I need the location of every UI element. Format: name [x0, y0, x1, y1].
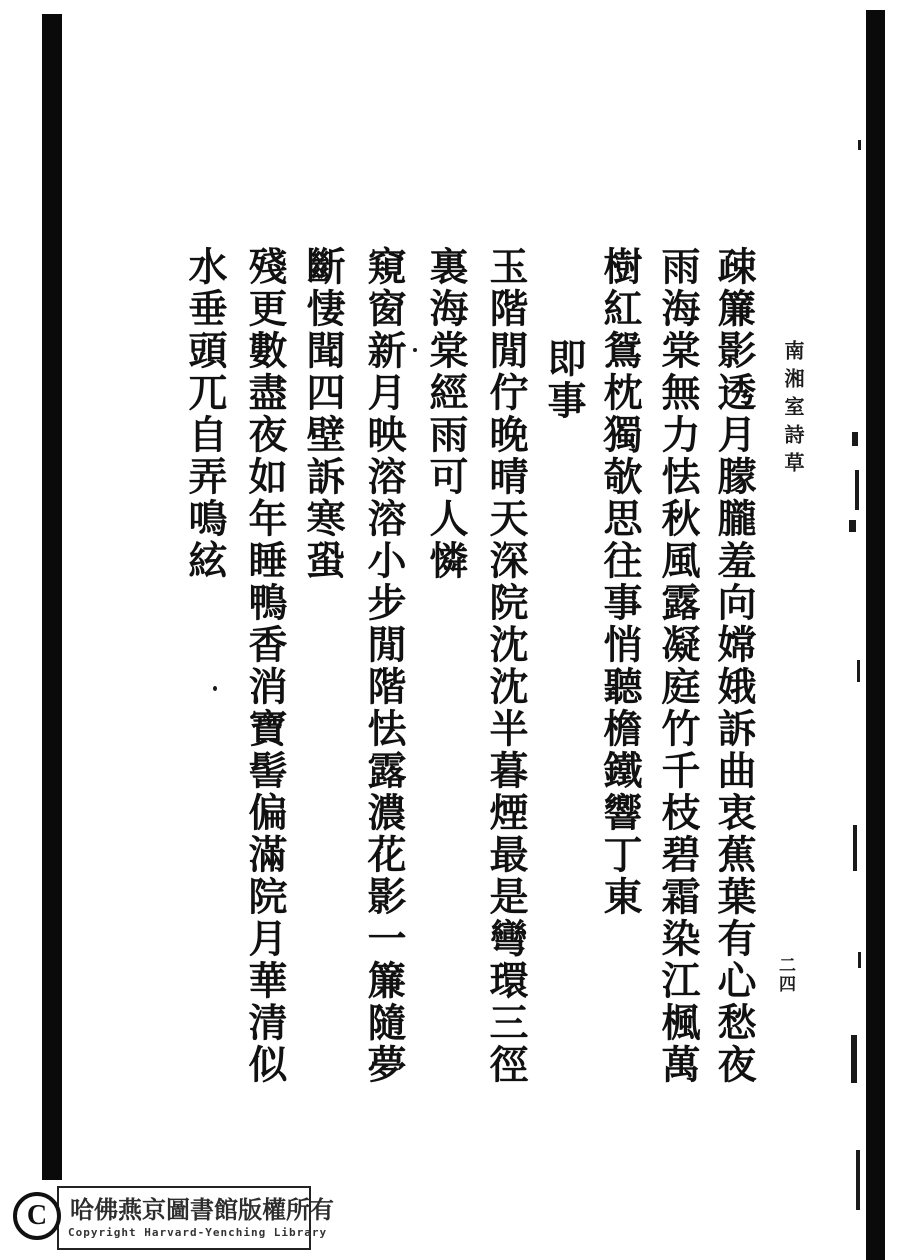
ink-speck: [851, 1035, 857, 1083]
copyright-symbol-icon: C: [13, 1192, 61, 1240]
margin-book-title: 南湘室詩草: [781, 340, 803, 480]
poem-column: 疎簾影透月朦朧羞向嫦娥訴曲衷蕉葉有心愁夜: [712, 246, 755, 1086]
poem-column: 裏海棠經雨可人憐: [424, 246, 467, 582]
page-edge-bar-right: [866, 10, 885, 1260]
page-number: 二四: [776, 956, 795, 994]
ink-speck: [855, 470, 859, 510]
ink-speck: [852, 432, 858, 446]
ink-speck: [853, 825, 857, 871]
stamp-english-text: Copyright Harvard-Yenching Library: [68, 1226, 328, 1239]
poem-column: 窺窗新月映溶溶小步閒階怯露濃花影一簾隨夢: [362, 246, 405, 1086]
poem-column: 斷悽聞四壁訴寒蛩: [301, 246, 344, 582]
poem-column: 樹紅鴛枕獨欹思往事悄聽檐鐵響丁東: [598, 246, 641, 918]
ink-speck: [858, 140, 861, 150]
ink-speck: [857, 660, 860, 682]
binding-bar-left: [42, 14, 62, 1180]
ink-speck: [849, 520, 856, 532]
ink-speck: [413, 348, 417, 352]
ink-speck: [856, 1150, 860, 1210]
poem-column: 殘更數盡夜如年睡鴨香消寶髻偏滿院月華清似: [243, 246, 286, 1086]
stamp-chinese-text: 哈佛燕京圖書館版權所有: [70, 1198, 334, 1224]
poem-column: 水垂頭兀自弄鳴絃: [183, 246, 226, 582]
ink-speck: [858, 952, 861, 968]
poem-column: 玉階閒佇晚晴天深院沈沈半暮煙最是彎環三徑: [484, 246, 527, 1086]
ink-speck: [213, 686, 217, 691]
poem-column: 雨海棠無力怯秋風露凝庭竹千枝碧霜染江楓萬: [656, 246, 699, 1086]
poem-section-title: 即事: [542, 338, 585, 422]
